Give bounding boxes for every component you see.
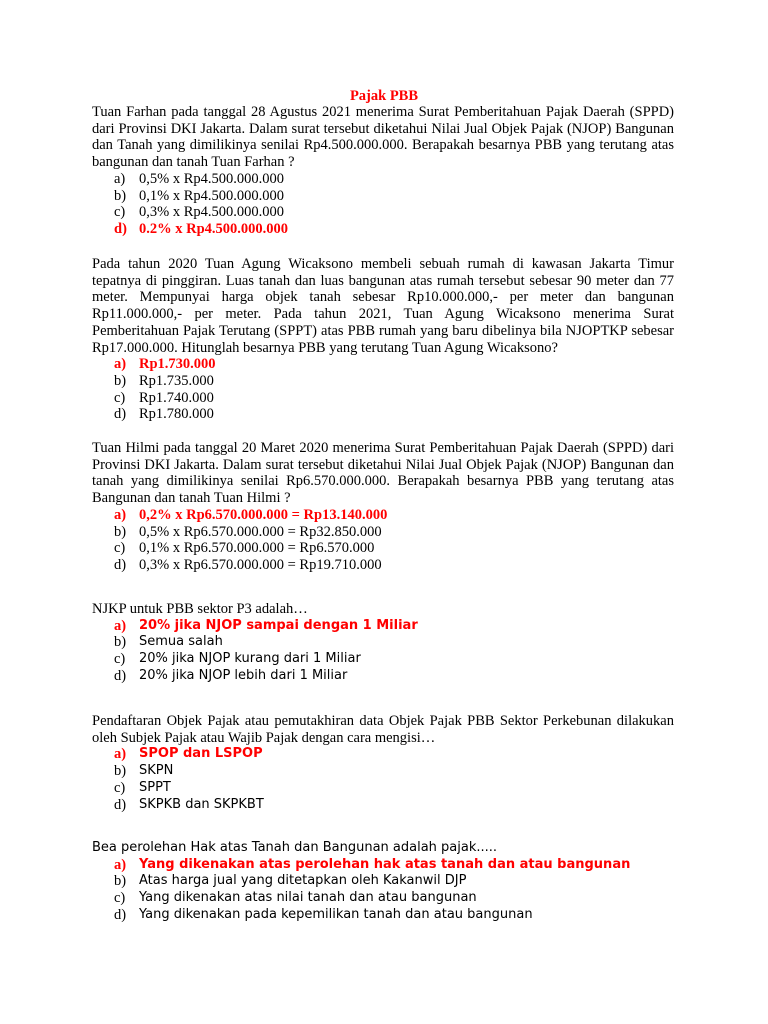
option-text: 0,5% x Rp6.570.000.000 = Rp32.850.000	[139, 523, 382, 540]
option-marker: a)	[114, 356, 127, 373]
option-text: Yang dikenakan atas perolehan hak atas tanah dan atau bangunan	[139, 856, 631, 872]
option-marker: c)	[114, 204, 126, 221]
question-4	[92, 601, 674, 685]
option-text: 0,5% x Rp4.500.000.000	[139, 170, 284, 187]
option-text: SKPKB dan SKPKBT	[139, 796, 264, 812]
option-marker: c)	[114, 540, 126, 557]
option-b	[92, 373, 674, 390]
option-marker: a)	[114, 170, 126, 187]
option-text: SPPT	[139, 779, 171, 795]
question-2	[92, 256, 674, 423]
options-list	[92, 356, 674, 423]
option-text: Yang dikenakan pada kepemilikan tanah dan atau bangunan	[139, 906, 533, 922]
question-text: Tuan Farhan pada tanggal 28 Agustus 2021 menerima Surat Pemberitahuan Pajak Daerah (SPPD) dari Provinsi DKI Jakarta. Dalam surat tersebut diketahui Nilai Jual Objek Pajak (NJOP) Bangunan dan Tanah yang dimilikinya senilai Rp4.500.000.000. Berapakah besarnya PBB yang terutang atas bangunan dan tanah Tuan Farhan ?	[92, 104, 674, 171]
option-a-answer	[92, 618, 674, 635]
option-text: 0,1% x Rp6.570.000.000 = Rp6.570.000	[139, 540, 375, 557]
option-text: SPOP dan LSPOP	[139, 746, 263, 762]
option-d	[92, 907, 674, 924]
option-text: Rp1.730.000	[139, 356, 216, 373]
option-a	[92, 171, 674, 188]
question-text: Pada tahun 2020 Tuan Agung Wicaksono membeli sebuah rumah di kawasan Jakarta Timur tepatnya di pinggiran. Luas tanah dan luas bangunan atas rumah tersebut sebesar 90 meter dan 77 meter. Mempunyai harga objek tanah sebesar Rp10.000.000,- per meter dan bangunan Rp11.000.000,- per meter. Pada tahun 2021, Tuan Agung Wicaksono menerima Surat Pemberitahuan Pajak Terutang (SPPT) atas PBB rumah yang baru dibelinya bila NJOPTKP sebesar Rp17.000.000. Hitunglah besarnya PBB yang terutang Tuan Agung Wicaksono?	[92, 256, 674, 356]
options-list	[92, 857, 674, 924]
question-text: Pendaftaran Objek Pajak atau pemutakhiran data Objek Pajak PBB Sektor Perkebunan dilakukan oleh Subjek Pajak atau Wajib Pajak dengan cara mengisi…	[92, 713, 674, 746]
options-list	[92, 618, 674, 685]
option-c	[92, 540, 674, 557]
option-text: 0,3% x Rp6.570.000.000 = Rp19.710.000	[139, 556, 382, 573]
option-marker: b)	[114, 634, 127, 651]
option-a-answer	[92, 746, 674, 763]
option-c	[92, 390, 674, 407]
question-1	[92, 104, 674, 238]
option-c	[92, 890, 674, 907]
option-text: 20% jika NJOP lebih dari 1 Miliar	[139, 667, 348, 683]
option-d	[92, 557, 674, 574]
option-marker: d)	[114, 906, 127, 923]
option-b	[92, 873, 674, 890]
option-marker: d)	[114, 667, 127, 684]
option-marker: d)	[114, 556, 127, 573]
option-d	[92, 797, 674, 814]
question-text: NJKP untuk PBB sektor P3 adalah…	[92, 601, 308, 617]
option-text: Atas harga jual yang ditetapkan oleh Kakanwil DJP	[139, 873, 467, 889]
option-marker: b)	[114, 763, 127, 780]
option-marker: a)	[114, 856, 127, 873]
document-title: Pajak PBB	[349, 88, 419, 104]
question-text: Bea perolehan Hak atas Tanah dan Bangunan adalah pajak.....	[92, 840, 498, 855]
question-3	[92, 440, 674, 574]
option-c	[92, 780, 674, 797]
option-text: 0.2% x Rp4.500.000.000	[139, 220, 289, 237]
option-text: Semua salah	[139, 634, 223, 650]
option-text: Rp1.740.000	[139, 389, 214, 406]
option-c	[92, 651, 674, 668]
option-a-answer	[92, 857, 674, 874]
option-d-answer	[92, 221, 674, 238]
option-text: 0,2% x Rp6.570.000.000 = Rp13.140.000	[139, 506, 388, 523]
option-marker: b)	[114, 372, 127, 389]
option-marker: a)	[114, 506, 127, 523]
option-marker: d)	[114, 406, 127, 423]
option-marker: b)	[114, 187, 127, 204]
option-marker: c)	[114, 779, 126, 796]
option-text: Rp1.780.000	[139, 406, 214, 423]
option-text: 20% jika NJOP kurang dari 1 Miliar	[139, 651, 361, 667]
question-text: Tuan Hilmi pada tanggal 20 Maret 2020 menerima Surat Pemberitahuan Pajak Daerah (SPPD) dari Provinsi DKI Jakarta. Dalam surat tersebut diketahui Nilai Jual Objek Pajak (NJOP) Bangunan dan tanah yang dimilikinya senilai Rp6.570.000.000. Berapakah besarnya PBB yang terutang atas Bangunan dan tanah Tuan Hilmi ?	[92, 440, 674, 507]
question-6	[92, 840, 674, 924]
option-marker: c)	[114, 389, 126, 406]
option-text: Yang dikenakan atas nilai tanah dan atau bangunan	[139, 890, 477, 906]
option-marker: c)	[114, 890, 126, 907]
option-text: 0,3% x Rp4.500.000.000	[139, 204, 284, 221]
option-b	[92, 763, 674, 780]
option-b	[92, 524, 674, 541]
option-c	[92, 204, 674, 221]
option-marker: d)	[114, 796, 127, 813]
option-text: SKPN	[139, 763, 174, 779]
option-marker: d)	[114, 220, 127, 237]
option-d	[92, 406, 674, 423]
option-d	[92, 668, 674, 685]
option-text: Rp1.735.000	[139, 372, 214, 389]
option-text: 0,1% x Rp4.500.000.000	[139, 187, 284, 204]
question-5	[92, 713, 674, 813]
option-marker: b)	[114, 523, 127, 540]
option-marker: b)	[114, 873, 127, 890]
options-list	[92, 171, 674, 238]
option-a-answer	[92, 507, 674, 524]
option-b	[92, 188, 674, 205]
option-text: 20% jika NJOP sampai dengan 1 Miliar	[139, 617, 418, 633]
option-marker: a)	[114, 746, 127, 763]
option-marker: a)	[114, 617, 127, 634]
option-b	[92, 634, 674, 651]
options-list	[92, 746, 674, 813]
option-marker: c)	[114, 651, 126, 668]
option-a-answer	[92, 356, 674, 373]
options-list	[92, 507, 674, 574]
